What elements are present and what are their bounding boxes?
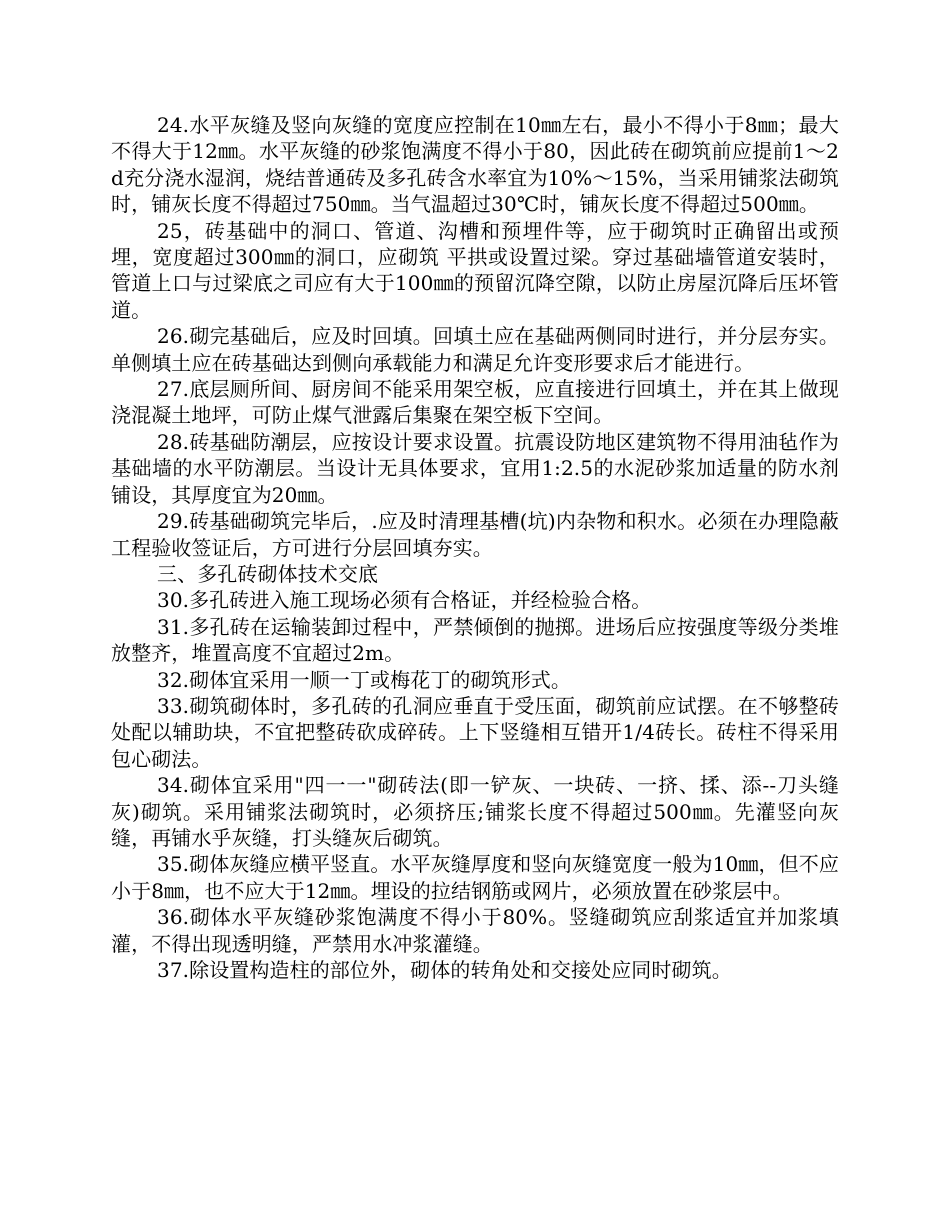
paragraph-28: 28.砖基础防潮层，应按设计要求设置。抗震设防地区建筑物不得用油毡作为基础墙的水平防潮层。当设计无具体要求，宜用1:2.5的水泥砂浆加适量的防水剂铺设，其厚度宜为20㎜。: [111, 429, 839, 507]
paragraph-33: 33.砌筑砌体时，多孔砖的孔洞应垂直于受压面，砌筑前应试摆。在不够整砖处配以辅助块，不宜把整砖砍成碎砖。上下竖缝相互错开1/4砖长。砖柱不得采用包心砌法。: [111, 693, 839, 771]
paragraph-34: 34.砌体宜采用"四一一"砌砖法(即一铲灰、一块砖、一挤、揉、添--刀头缝灰)砌筑。采用铺浆法砌筑时，必须挤压;铺浆长度不得超过500㎜。先灌竖向灰缝，再铺水乎灰缝，打头缝灰后砌筑。: [111, 773, 839, 850]
paragraph-37: 37.除设置构造柱的部位外，砌体的转角处和交接处应同时砌筑。: [157, 958, 732, 982]
paragraph-31: 31.多孔砖在运输装卸过程中，严禁倾倒的抛掷。进场后应按强度等级分类堆放整齐，堆置高度不宜超过2m。: [111, 614, 839, 666]
paragraph-27: 27.底层厕所间、厨房间不能采用架空板，应直接进行回填土，并在其上做现浇混凝土地坪，可防止煤气泄露后集聚在架空板下空间。: [111, 377, 839, 428]
paragraph-35: 35.砌体灰缝应横平竖直。水平灰缝厚度和竖向灰缝宽度一般为10㎜，但不应小于8㎜，也不应大于12㎜。埋设的拉结钢筋或网片，必须放置在砂浆层中。: [111, 852, 839, 903]
paragraph-29: 29.砖基础砌筑完毕后，.应及时清理基槽(坑)内杂物和积水。必须在办理隐蔽工程验收签证后，方可进行分层回填夯实。: [111, 509, 839, 560]
document-page: [111, 112, 839, 983]
paragraph-25: 25，砖基础中的洞口、管道、沟槽和预埋件等，应于砌筑时正确留出或预埋，宽度超过300㎜的洞口，应砌筑 平拱或设置过梁。穿过基础墙管道安装时，管道上口与过梁底之司应有大于100㎜的预留沉降空隙，以防止房屋沉降后压坏管道。: [111, 218, 839, 322]
paragraph-32: 32.砌体宜采用一顺一丁或梅花丁的砌筑形式。: [157, 667, 572, 692]
section-heading: 三、多孔砖砌体技术交底: [157, 561, 379, 586]
paragraph-24: 24.水平灰缝及竖向灰缝的宽度应控制在10㎜左右，最小不得小于8㎜；最大不得大于12㎜。水平灰缝的砂浆饱满度不得小于80，因此砖在砌筑前应提前1～2d充分浇水湿润，烧结普通砖及多孔砖含水率宜为10%～15%，当采用铺浆法砌筑时，铺灰长度不得超过750㎜。当气温超过30℃时，铺灰长度不得超过500㎜。: [111, 113, 839, 217]
paragraph-26: 26.砌完基础后，应及时回填。回填土应在基础两侧同时进行，并分层夯实。单侧填土应在砖基础达到侧向承载能力和满足允许变形要求后才能进行。: [111, 324, 839, 375]
paragraph-30: 30.多孔砖进入施工现场必须有合格证，并经检验合格。: [157, 588, 652, 613]
paragraph-36: 36.砌体水平灰缝砂浆饱满度不得小于80%。竖缝砌筑应刮浆适宜并加浆填灌，不得出现透明缝，严禁用水冲浆灌缝。: [111, 905, 839, 956]
